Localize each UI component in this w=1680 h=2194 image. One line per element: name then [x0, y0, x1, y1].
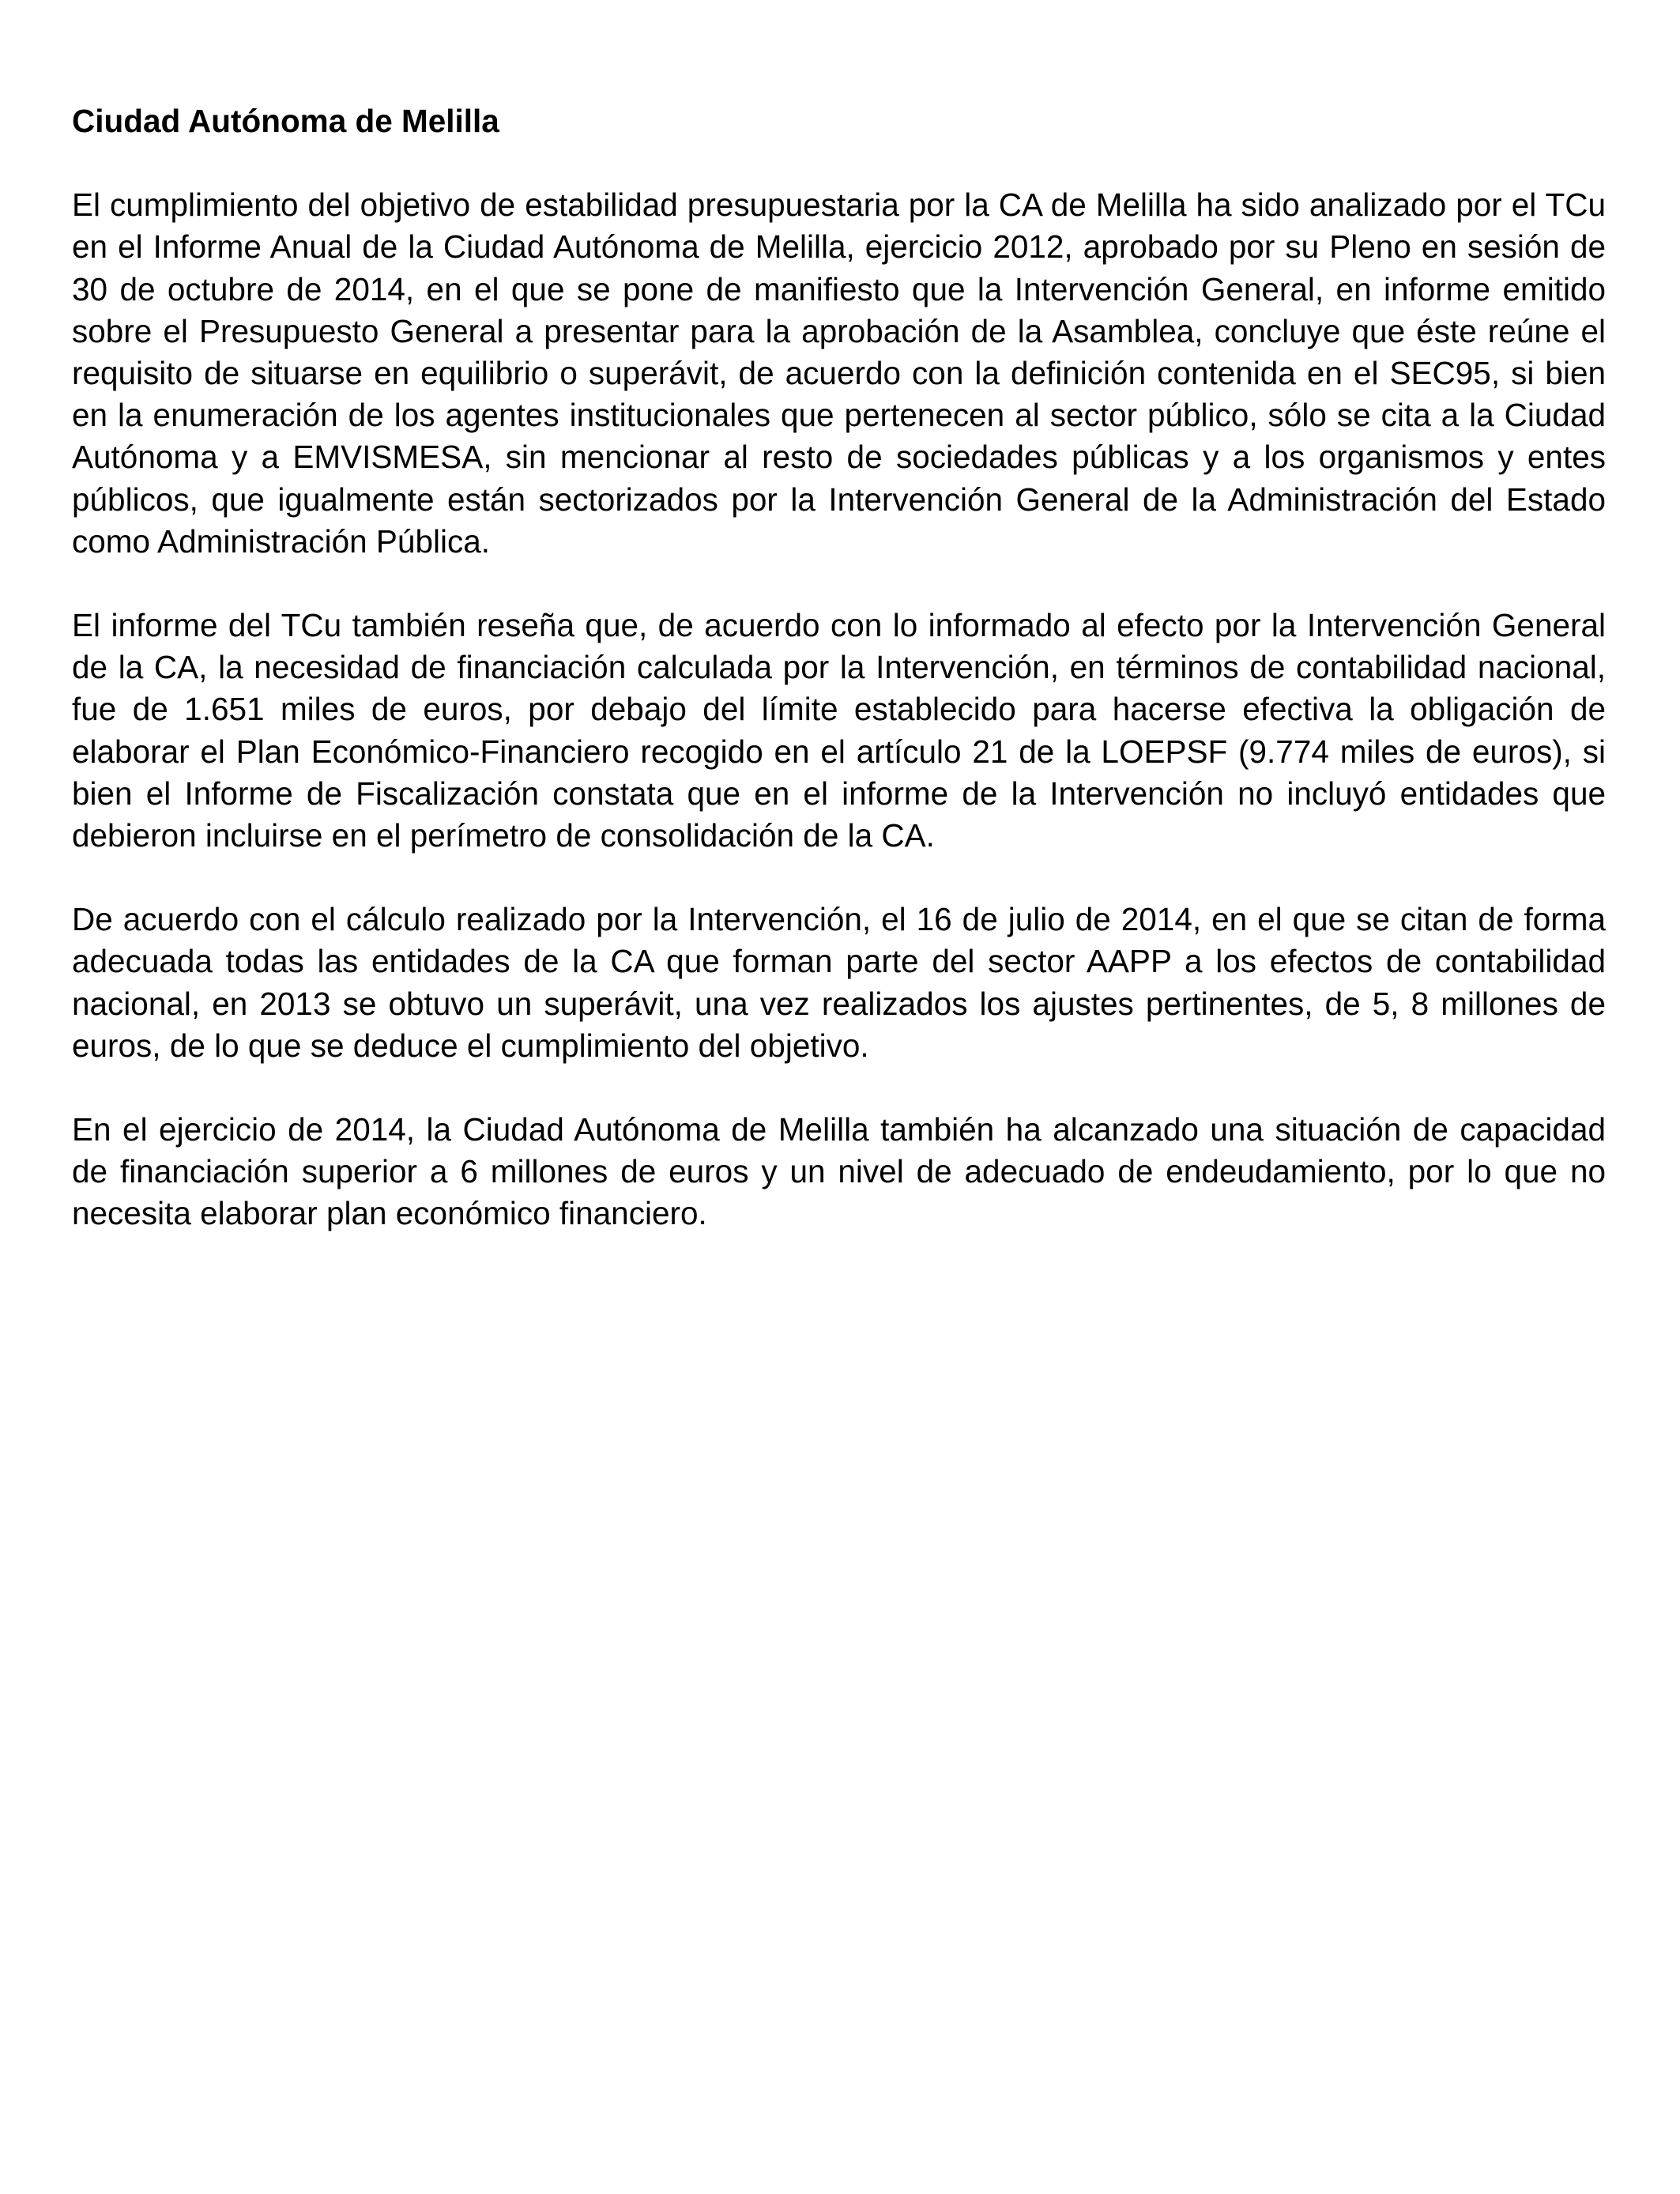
paragraph-4: En el ejercicio de 2014, la Ciudad Autónoma de Melilla también ha alcanzado una situación de capacidad de financiación superior a 6 millones de euros y un nivel de adecuado de endeudamiento, por lo que no necesita elaborar plan económico financiero.	[72, 1111, 1606, 1232]
section-heading: Ciudad Autónoma de Melilla	[72, 103, 499, 139]
paragraph-3: De acuerdo con el cálculo realizado por la Intervención, el 16 de julio de 2014, en el que se citan de forma adecuada todas las entidades de la CA que forman parte del sector AAPP a los efectos de contabilidad nacional, en 2013 se obtuvo un superávit, una vez realizados los ajustes pertinentes, de 5, 8 millones de euros, de lo que se deduce el cumplimiento del objetivo.	[72, 901, 1606, 1064]
paragraph-2: El informe del TCu también reseña que, de acuerdo con lo informado al efecto por la Intervención General de la CA, la necesidad de financiación calculada por la Intervención, en términos de contabilidad nacional, fue de 1.651 miles de euros, por debajo del límite establecido para hacerse efectiva la obligación de elaborar el Plan Económico-Financiero recogido en el artículo 21 de la LOEPSF (9.774 miles de euros), si bien el Informe de Fiscalización constata que en el informe de la Intervención no incluyó entidades que debieron incluirse en el perímetro de consolidación de la CA.	[72, 607, 1606, 854]
paragraph-1: El cumplimiento del objetivo de estabilidad presupuestaria por la CA de Melilla ha sido analizado por el TCu en el Informe Anual de la Ciudad Autónoma de Melilla, ejercicio 2012, aprobado por su Pleno en sesión de 30 de octubre de 2014, en el que se pone de manifiesto que la Intervención General, en informe emitido sobre el Presupuesto General a presentar para la aprobación de la Asamblea, concluye que éste reúne el requisito de situarse en equilibrio o superávit, de acuerdo con la definición contenida en el SEC95, si bien en la enumeración de los agentes institucionales que pertenecen al sector público, sólo se cita a la Ciudad Autónoma y a EMVISMESA, sin mencionar al resto de sociedades públicas y a los organismos y entes públicos, que igualmente están sectorizados por la Intervención General de la Administración del Estado como Administración Pública.	[72, 187, 1606, 560]
document-body	[72, 100, 1606, 1277]
